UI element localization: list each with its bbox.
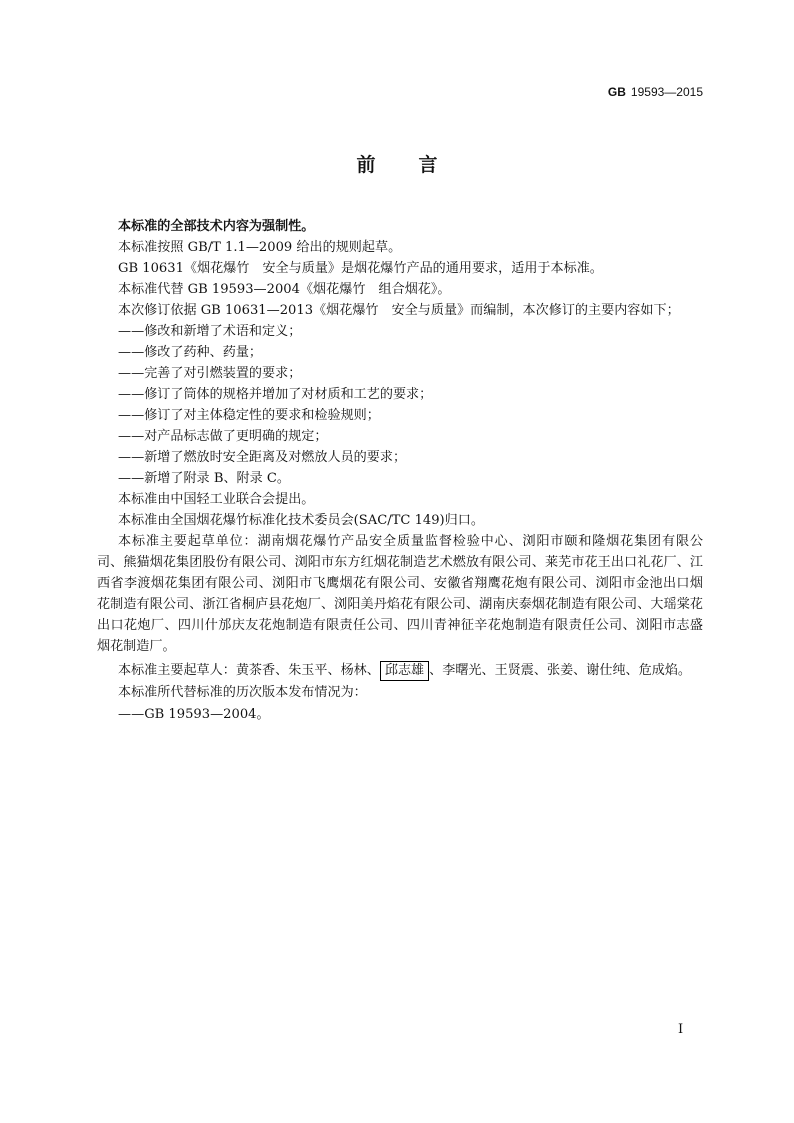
drafting-units-line: 本标准主要起草单位：湖南烟花爆竹产品安全质量监督检验中心、浏阳市颐和隆烟花集团有限公	[118, 534, 703, 549]
revision-item: ——修订了筒体的规格并增加了对材质和工艺的要求；	[118, 387, 433, 402]
page-number: I	[678, 1022, 684, 1037]
drafting-units-line: 烟花制造厂。	[97, 639, 176, 654]
revision-list	[97, 321, 703, 489]
drafters-line	[97, 660, 703, 682]
revision-item: ——修改了药种、药量；	[118, 345, 263, 360]
page-title: 前 言	[356, 154, 450, 176]
revision-item: ——新增了燃放时安全距离及对燃放人员的要求；	[118, 450, 407, 465]
standard-prefix: GB	[607, 85, 626, 99]
replacement-statement: 本标准代替 GB 19593—2004《烟花爆竹 组合烟花》。	[118, 282, 451, 297]
administrator-statement: 本标准由全国烟花爆竹标准化技术委员会(SAC/TC 149)归口。	[118, 513, 484, 528]
drafting-units-line: 西省李渡烟花集团有限公司、浏阳市飞鹰烟花有限公司、安徽省翔鹰花炮有限公司、浏阳市金池出口烟	[97, 576, 703, 591]
foreword-body	[97, 216, 703, 726]
mandatory-statement: 本标准的全部技术内容为强制性。	[118, 219, 315, 234]
history-intro: 本标准所代替标准的历次版本发布情况为：	[118, 685, 367, 700]
standard-number: 19593—2015	[630, 85, 703, 99]
drafters-text-before: 本标准主要起草人：黄茶香、朱玉平、杨林、	[118, 663, 380, 678]
proposer-statement: 本标准由中国轻工业联合会提出。	[118, 492, 315, 507]
drafting-units-line: 出口花炮厂、四川什邡庆友花炮制造有限责任公司、四川青神征辛花炮制造有限责任公司、浏阳市志盛	[97, 618, 703, 633]
highlighted-drafter-name: 邱志雄	[380, 661, 429, 681]
revision-basis-statement: 本次修订依据 GB 10631—2013《烟花爆竹 安全与质量》而编制，本次修订的主要内容如下；	[118, 303, 680, 318]
revision-item: ——新增了附录 B、附录 C。	[118, 471, 290, 486]
drafting-units-line: 司、熊猫烟花集团股份有限公司、浏阳市东方红烟花制造艺术燃放有限公司、莱芜市花王出口礼花厂、江	[97, 555, 703, 570]
standard-code	[608, 84, 703, 100]
drafting-units-line: 花制造有限公司、浙江省桐庐县花炮厂、浏阳美丹焰花有限公司、湖南庆泰烟花制造有限公司、大瑶棠花	[97, 597, 703, 612]
drafting-units-paragraph	[97, 531, 703, 657]
drafters-text-after: 、李曙光、王贤震、张姜、谢仕纯、危成焰。	[429, 663, 692, 678]
revision-item: ——修订了对主体稳定性的要求和检验规则；	[118, 408, 380, 423]
revision-item: ——修改和新增了术语和定义；	[118, 324, 302, 339]
history-item: ——GB 19593—2004。	[118, 707, 270, 722]
revision-item: ——对产品标志做了更明确的规定；	[118, 429, 328, 444]
general-requirement-statement: GB 10631《烟花爆竹 安全与质量》是烟花爆竹产品的通用要求，适用于本标准。	[118, 261, 603, 276]
revision-item: ——完善了对引燃装置的要求；	[118, 366, 302, 381]
drafting-rules-statement: 本标准按照 GB/T 1.1—2009 给出的规则起草。	[118, 240, 402, 255]
